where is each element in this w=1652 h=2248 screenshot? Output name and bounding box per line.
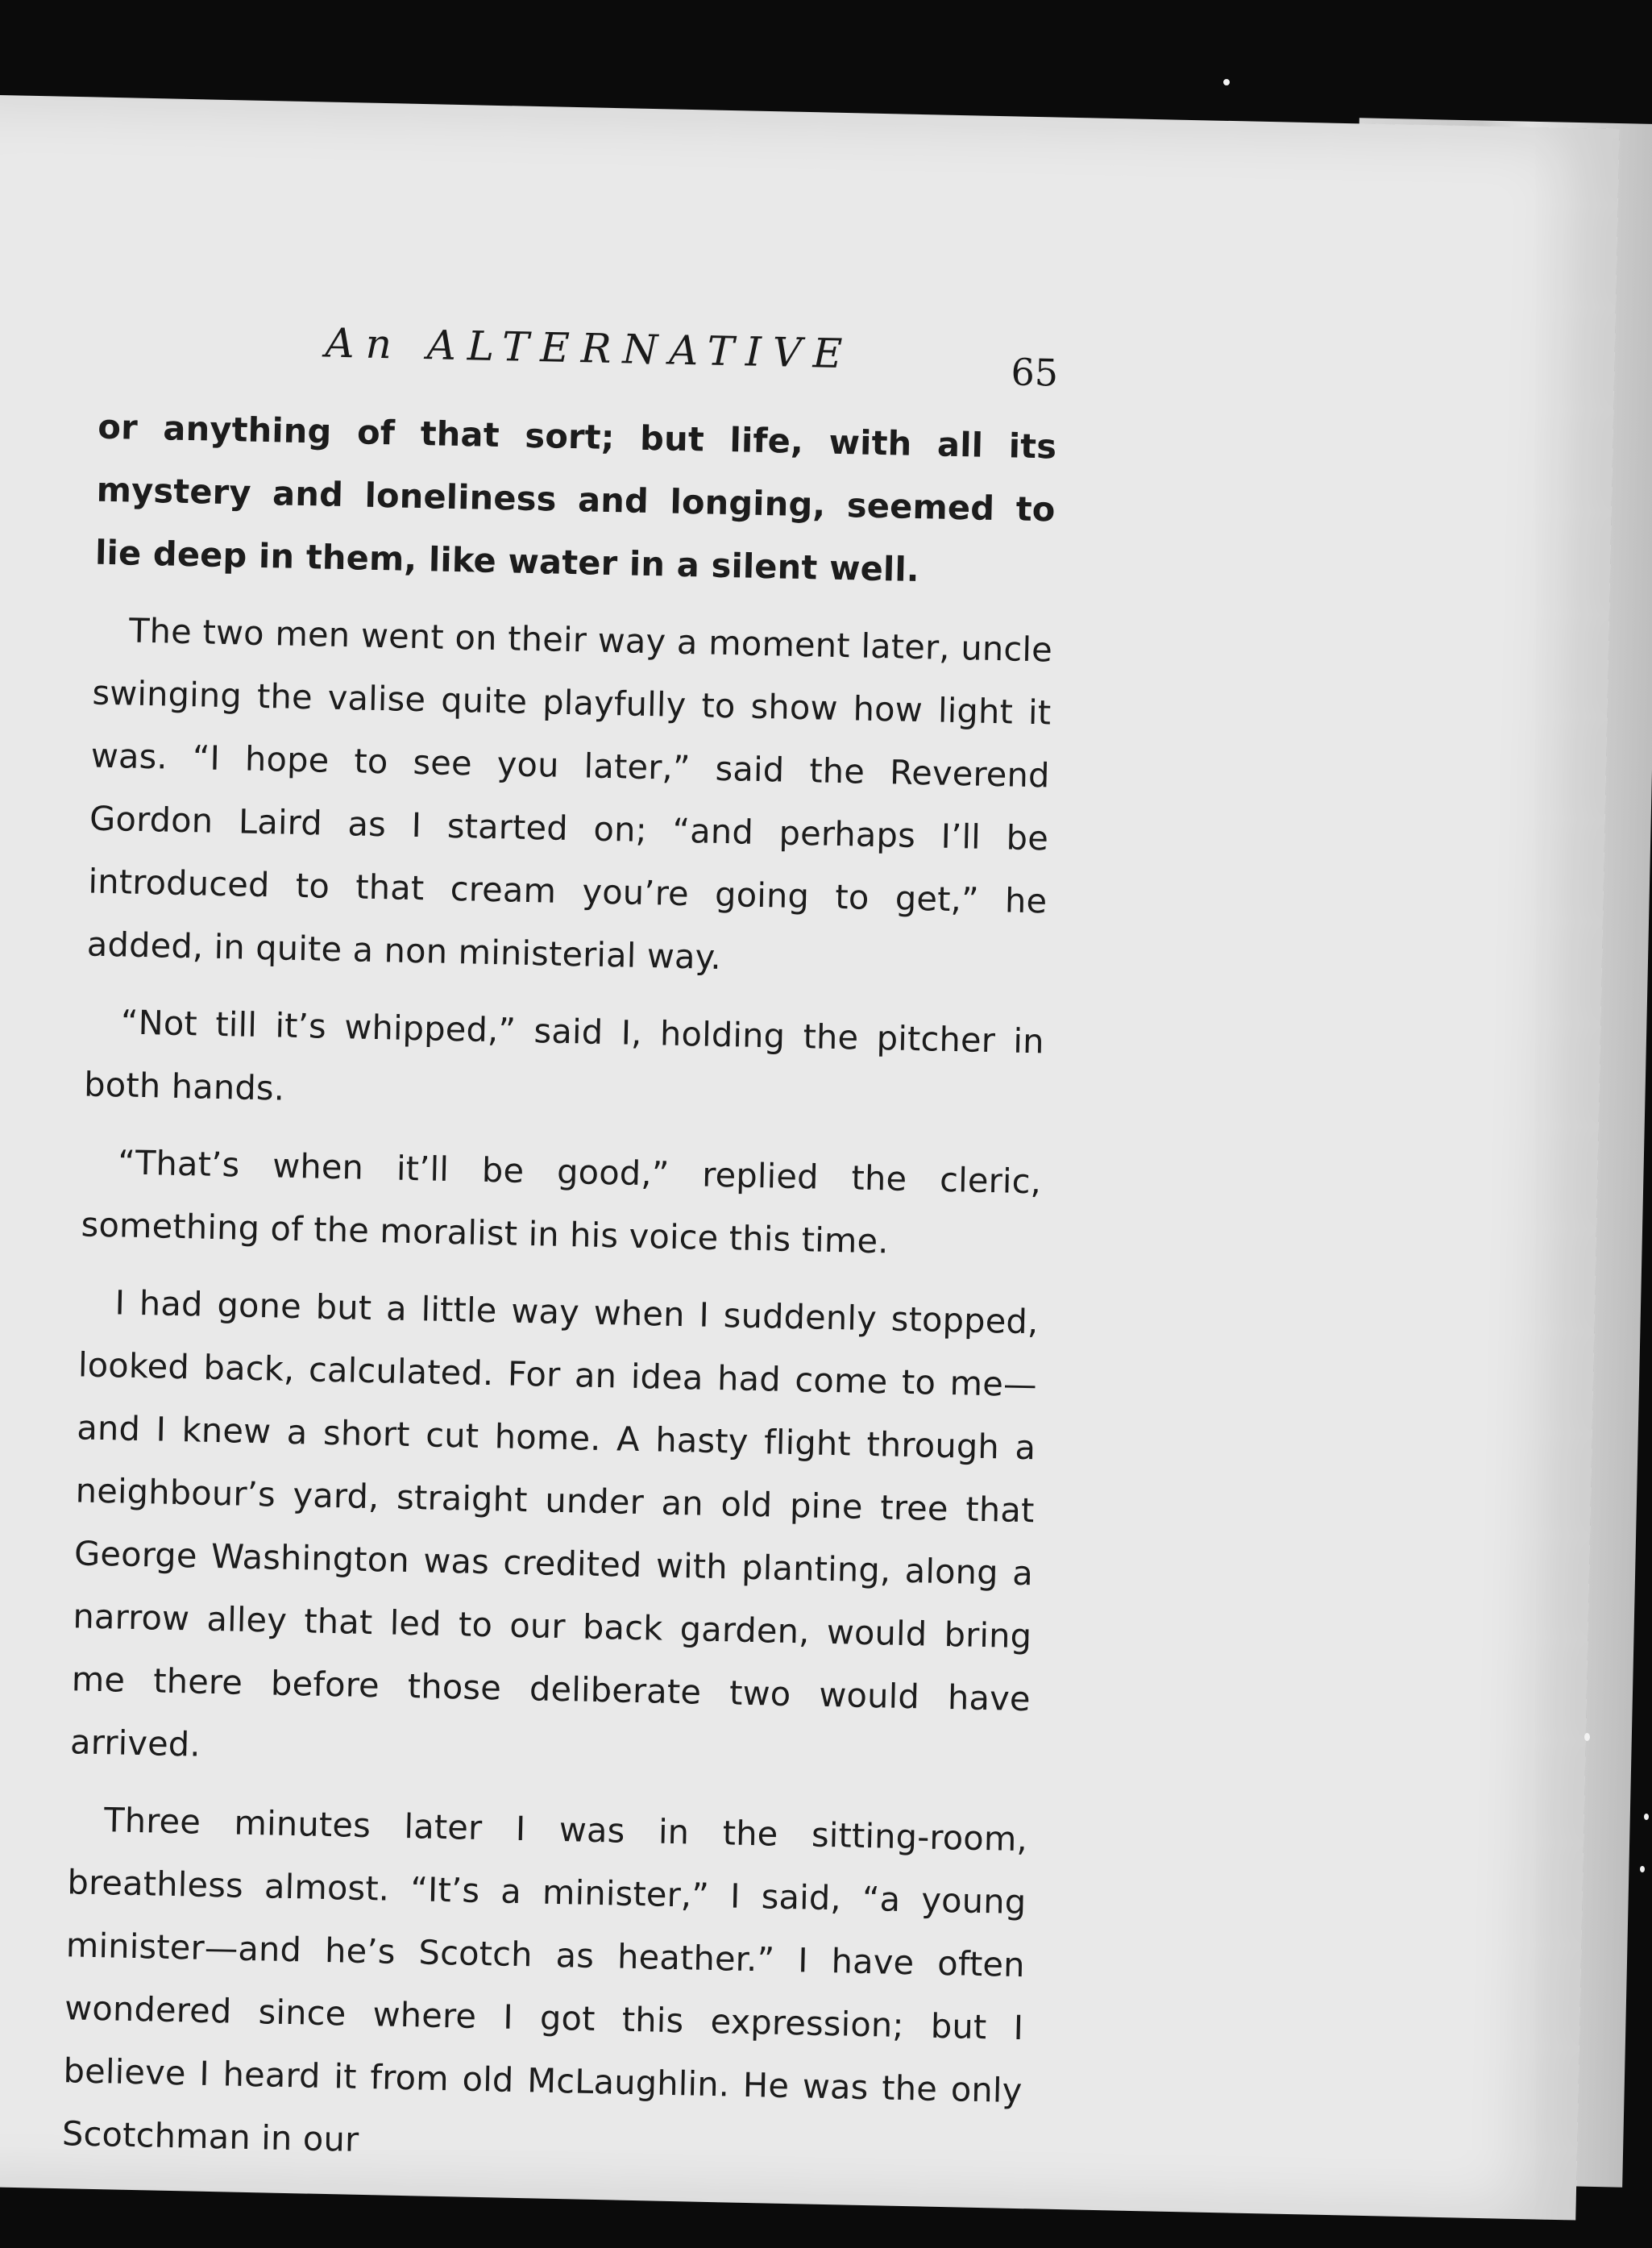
scan-speck (1223, 79, 1230, 85)
paragraph-4: “That’s when it’ll be good,” replied the cleric, something of the moralist in his voice this time. (81, 1142, 1042, 1261)
running-head-title: An ALTERNATIVE (325, 319, 854, 378)
scan-speck (1584, 1733, 1590, 1741)
page-number: 65 (1010, 350, 1059, 395)
text-block (61, 299, 1060, 2200)
running-head (98, 299, 1059, 416)
book-page (0, 95, 1620, 2221)
scan-speck (1644, 1814, 1649, 1820)
paragraph-5: I had gone but a little way when I suddenly stopped, looked back, calculated. For an idea had come to me—and I knew a short cut home. A hasty flight through a neighbour’s yard, straight under an old pine tree that George Washington was credited with planting, along a narrow alley that led to our back garden, would bring me there before those deliberate two would have arrived. (69, 1282, 1039, 1764)
paragraph-3: “Not till it’s whipped,” said I, holding the pitcher in both hands. (83, 1002, 1045, 1108)
paragraph-6: Three minutes later I was in the sitting-room, breathless almost. “It’s a minister,” I said, “a young minister—and he’s Scotch as heather.” I have often wondered since where I got this expression; but I believe I heard it from old McLaughlin. He was the only Scotchman in our (61, 1800, 1028, 2159)
paragraph-1: or anything of that sort; but life, with all its mystery and loneliness and longing, seemed to lie deep in them, like water in a silent well. (94, 406, 1057, 590)
scan-speck (1640, 1866, 1645, 1872)
paragraph-2: The two men went on their way a moment later, uncle swinging the valise quite playfully to show how light it was. “I hope to see you later,” said the Reverend Gordon Laird as I started on; “and perhaps I’ll be introduced to that cream you’re going to get,” he added, in quite a non ministerial way. (86, 610, 1053, 977)
